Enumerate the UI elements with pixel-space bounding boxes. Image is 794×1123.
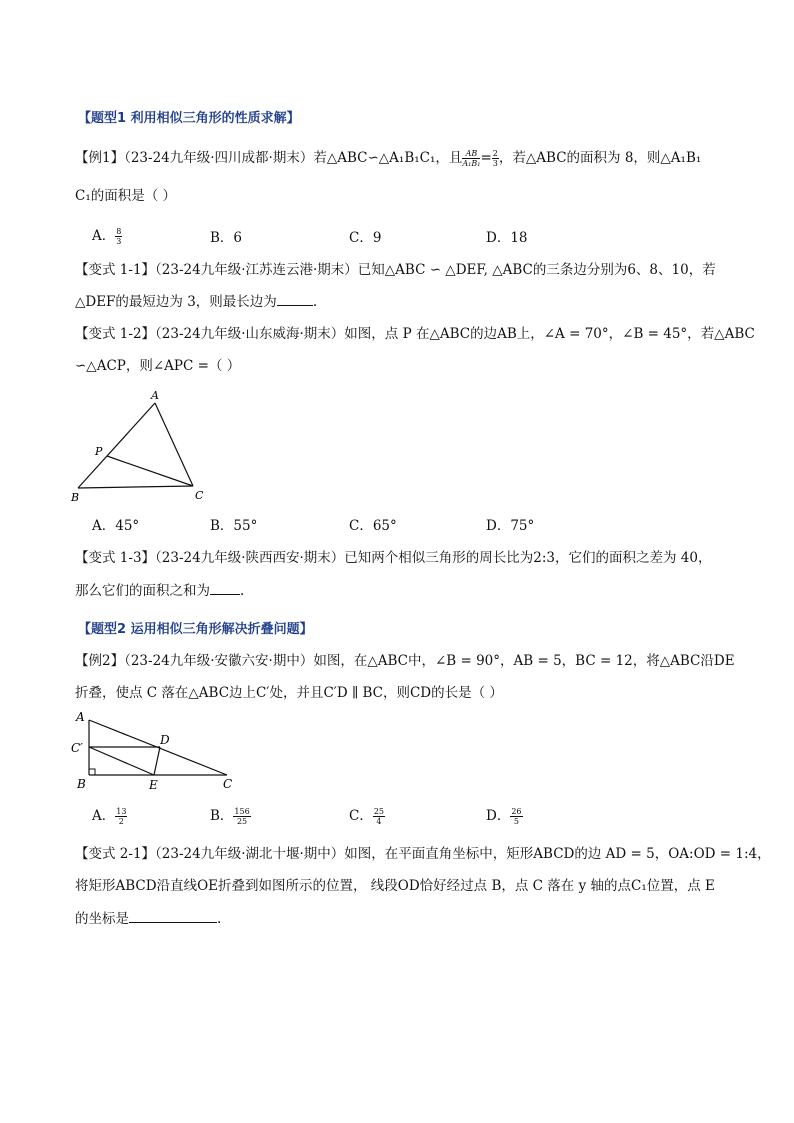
variant-1-3-line-1: 【变式 1-3】（23-24九年级·陕西西安·期末）已知两个相似三角形的周长比为2:3，它们的面积之差为 40， xyxy=(75,550,712,566)
side-ac xyxy=(155,403,193,486)
label-d: D xyxy=(160,733,170,747)
answer-blank[interactable] xyxy=(277,291,313,306)
example-2-option-c: C． $\frac{25}{4}$ xyxy=(349,807,385,826)
variant-1-2-line-2: ∽△ACP，则∠APC =（ ） xyxy=(75,358,241,374)
variant-1-2-option-c: C．65° xyxy=(349,518,397,534)
answer-blank[interactable] xyxy=(210,580,240,595)
example-1-option-d: D．18 xyxy=(486,230,528,246)
example-1-prefix: 【例1】（23-24九年级·四川成都·期末）若△ABC∽△A₁B₁C₁，且 xyxy=(75,150,463,166)
label-a: A xyxy=(76,710,85,724)
example-1-fraction: $\frac{AB}{\text{A₁B₁}}$ xyxy=(462,149,481,168)
example-1-equals: = xyxy=(480,150,492,166)
label-c: C xyxy=(195,489,204,502)
example-2-option-b: B． $\frac{156}{25}$ xyxy=(210,807,250,826)
example-2-line-2: 折叠，使点 C 落在△ABC边上C′处，并且C′D ∥ BC，则CD的长是（ ） xyxy=(75,685,503,701)
variant-1-2-line-1: 【变式 1-2】（23-24九年级·山东威海·期末）如图，点 P 在△ABC的边AB上，∠A = 70°，∠B = 45°，若△ABC xyxy=(75,326,755,342)
label-c-prime: C′ xyxy=(71,741,83,755)
variant-2-1-line-3: 的坐标是 . xyxy=(75,908,221,929)
label-b: B xyxy=(77,777,86,791)
side-bc xyxy=(78,486,193,488)
example-1-ratio: $\frac{2}{3}$ xyxy=(492,149,498,168)
segment-c1e xyxy=(89,747,154,775)
variant-1-2-option-d: D．75° xyxy=(486,518,535,534)
label-c: C xyxy=(223,777,233,791)
example-1-option-a: A． $\frac{8}{3}$ xyxy=(92,227,122,246)
section-heading-type1: 【题型1 利用相似三角形的性质求解】 xyxy=(78,111,300,126)
side-ab xyxy=(78,403,155,488)
triangle-apc-figure xyxy=(60,385,230,505)
example-1-line-1 xyxy=(75,148,701,168)
variant-1-1-line-2: △DEF的最短边为 3，则最长边为 . xyxy=(75,291,317,312)
variant-1-1-line-1: 【变式 1-1】（23-24九年级·江苏连云港·期末）已知△ABC ∽ △DEF, △ABC的三条边分别为6、8、10，若 xyxy=(75,262,716,278)
example-1-line-2: C₁的面积是（ ） xyxy=(75,188,177,204)
example-1-option-b: B．6 xyxy=(210,230,243,246)
example-1-suffix: ，若△ABC的面积为 8，则△A₁B₁ xyxy=(498,150,702,166)
section-heading-type2: 【题型2 运用相似三角形解决折叠问题】 xyxy=(78,622,313,637)
segment-pc xyxy=(107,456,193,486)
right-angle-mark xyxy=(89,769,95,775)
label-e: E xyxy=(149,778,158,792)
example-2-option-d: D． $\frac{26}{5}$ xyxy=(486,807,522,826)
label-a: A xyxy=(151,389,159,402)
folding-triangle-figure xyxy=(65,708,250,798)
variant-1-3-line-2: 那么它们的面积之和为 . xyxy=(75,580,244,601)
label-p: P xyxy=(95,445,103,458)
label-b: B xyxy=(71,491,80,504)
segment-de xyxy=(154,747,160,775)
variant-1-2-option-a: A．45° xyxy=(92,518,140,534)
example-1-option-c: C．9 xyxy=(349,230,382,246)
variant-2-1-line-1: 【变式 2-1】（23-24九年级·湖北十堰·期中）如图，在平面直角坐标中，矩形ABCD的边 AD = 5，OA:OD = 1:4， xyxy=(75,846,771,862)
variant-1-2-option-b: B．55° xyxy=(210,518,258,534)
example-2-option-a: A． $\frac{13}{2}$ xyxy=(92,807,127,826)
variant-2-1-line-2: 将矩形ABCD沿直线OE折叠到如图所示的位置， 线段OD恰好经过点 B，点 C 落在 y 轴的点C₁位置，点 E xyxy=(75,878,715,894)
answer-blank[interactable] xyxy=(129,908,217,923)
example-2-line-1: 【例2】（23-24九年级·安徽六安·期中）如图，在△ABC中，∠B = 90°，AB = 5，BC = 12，将△ABC沿DE xyxy=(75,653,735,669)
